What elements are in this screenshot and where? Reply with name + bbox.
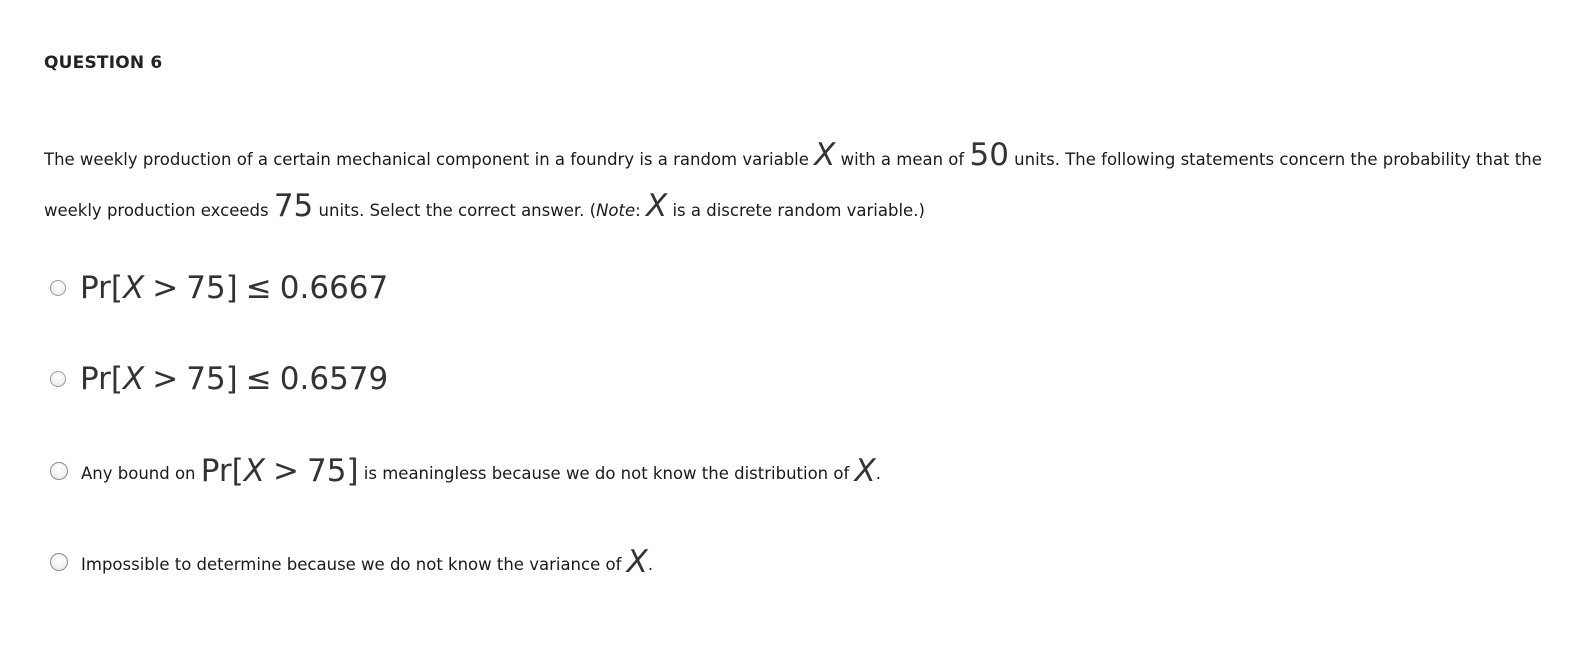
option-3-text: Any bound on Pr[X > 75] is meaningless because we do not know the distribution of X.: [81, 453, 882, 489]
answer-option-2[interactable]: [50, 361, 388, 397]
answer-option-4[interactable]: [50, 544, 653, 580]
question-text-part4: units. Select the correct answer. (: [313, 201, 597, 220]
question-text-part2: with a mean of: [835, 150, 970, 169]
question-text: [44, 132, 1564, 234]
option-1-expression: Pr[X > 75] ≤ 0.6667: [80, 270, 389, 306]
note-label: Note: [596, 201, 636, 220]
radio-button-option-1[interactable]: [50, 280, 66, 296]
question-title: QUESTION 6: [44, 53, 163, 73]
question-text-part1: The weekly production of a certain mechanical component in a foundry is a random variable: [44, 150, 815, 169]
radio-button-option-2[interactable]: [50, 371, 66, 387]
threshold-value: 75: [273, 188, 314, 224]
var-x: X: [645, 188, 668, 224]
answer-option-1[interactable]: [50, 270, 388, 306]
option-2-expression: Pr[X > 75] ≤ 0.6579: [80, 361, 389, 397]
option-4-text: Impossible to determine because we do not know the variance of X.: [81, 544, 654, 580]
question-text-part6: is a discrete random variable.): [667, 201, 925, 220]
mean-value: 50: [969, 137, 1009, 173]
question-text-part3: units. The following statements concern the probability that the weekly production exceeds: [44, 150, 1542, 220]
answer-option-3[interactable]: [50, 453, 881, 489]
question-text-part5: :: [635, 201, 646, 220]
radio-button-option-4[interactable]: [50, 553, 68, 571]
var-x: X: [814, 137, 836, 173]
radio-button-option-3[interactable]: [50, 462, 68, 480]
